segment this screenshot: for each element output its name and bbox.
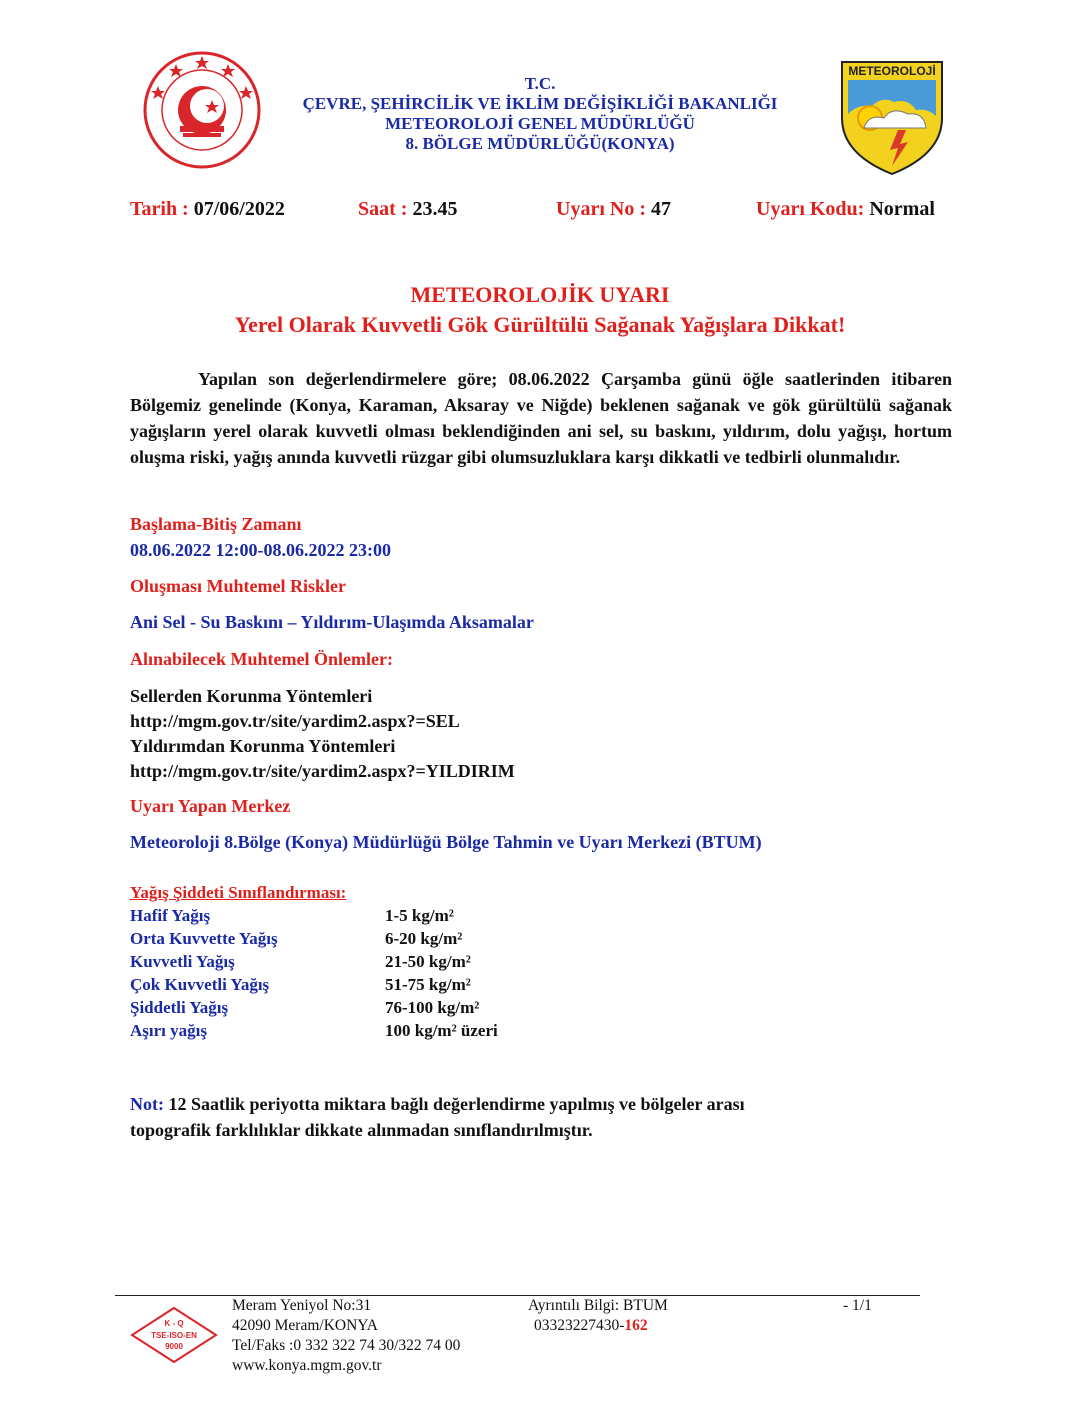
- center-value: Meteoroloji 8.Bölge (Konya) Müdürlüğü Bölge Tahmin ve Uyarı Merkezi (BTUM): [130, 832, 762, 852]
- note-label: Not:: [130, 1094, 164, 1114]
- class-row-name: Kuvvetli Yağış: [130, 952, 235, 971]
- date-value: 07/06/2022: [193, 198, 285, 220]
- warning-code-value: Normal: [869, 198, 935, 220]
- footer-info-phone-line: [528, 1316, 668, 1336]
- svg-text:K - Q: K - Q: [164, 1319, 184, 1328]
- class-row-name: Çok Kuvvetli Yağış: [130, 975, 270, 994]
- warning-code-label: Uyarı Kodu:: [756, 198, 865, 220]
- footer-info-label: Ayrıntılı Bilgi: BTUM: [528, 1297, 668, 1314]
- date-field: [130, 198, 285, 221]
- footer-info: [528, 1296, 668, 1336]
- tse-iso-certification-logo: [130, 1306, 218, 1364]
- organization-header: [0, 74, 1080, 154]
- class-row-value: 51-75 kg/m²: [385, 975, 471, 994]
- warning-body: Yapılan son değerlendirmelere göre; 08.06.2022 Çarşamba günü öğle saatlerinden itibaren Bölgemiz genelinde (Konya, Karaman, Aksaray ve Niğde) beklenen sağanak ve gök gürültülü sağanak yağışların yerel olarak kuvvetli olması beklendiğinden ani sel, su baskını, yıldırım, dolu yağışı, hortum oluşma riski, yağış anında kuvvetli rüzgar gibi olumsuzluklara karşı dikkatli ve tedbirli olunmalıdır.: [130, 369, 952, 467]
- class-row-value: 100 kg/m² üzeri: [385, 1021, 498, 1040]
- note-text1: 12 Saatlik periyotta miktara bağlı değerlendirme yapılmış ve bölgeler arası: [168, 1094, 745, 1114]
- footer-address-line1: Meram Yeniyol No:31: [232, 1297, 372, 1314]
- measures-label: Alınabilecek Muhtemel Önlemler:: [130, 649, 393, 669]
- footer-address-line2: 42090 Meram/KONYA: [232, 1317, 378, 1334]
- warning-no-field: [556, 198, 671, 221]
- class-row-name: Orta Kuvvette Yağış: [130, 929, 278, 948]
- measure1-link[interactable]: http://mgm.gov.tr/site/yardim2.aspx?=SEL: [130, 711, 460, 731]
- risks-value: Ani Sel - Su Baskını – Yıldırım-Ulaşımda Aksamalar: [130, 612, 534, 632]
- class-row-value: 21-50 kg/m²: [385, 952, 471, 971]
- footer-page-number: - 1/1: [843, 1297, 872, 1314]
- measure2-link[interactable]: http://mgm.gov.tr/site/yardim2.aspx?=YILDIRIM: [130, 761, 515, 781]
- warning-code-field: [756, 198, 935, 221]
- class-row-value: 1-5 kg/m²: [385, 906, 454, 925]
- risks-label: Oluşması Muhtemel Riskler: [130, 576, 346, 596]
- measure1-title: Sellerden Korunma Yöntemleri: [130, 686, 373, 706]
- note-line1: [130, 1094, 745, 1115]
- footer-phone: Tel/Faks :0 332 322 74 30/322 74 00: [232, 1337, 461, 1354]
- svg-text:TSE-ISO-EN: TSE-ISO-EN: [151, 1331, 197, 1340]
- warning-subtitle: Yerel Olarak Kuvvetli Gök Gürültülü Sağanak Yağışlara Dikkat!: [234, 312, 846, 337]
- note-line2: topografik farklılıklar dikkate alınmadan sınıflandırılmıştır.: [130, 1120, 593, 1140]
- svg-text:9000: 9000: [165, 1342, 183, 1351]
- header-region: 8. BÖLGE MÜDÜRLÜĞÜ(KONYA): [405, 134, 675, 153]
- warning-no-label: Uyarı No :: [556, 198, 646, 220]
- time-value: 23.45: [412, 198, 458, 220]
- footer-info-ext: 162: [624, 1317, 648, 1334]
- time-label: Saat :: [358, 198, 408, 220]
- header-ministry: ÇEVRE, ŞEHİRCİLİK VE İKLİM DEĞİŞİKLİĞİ BAKANLIĞI: [302, 94, 778, 113]
- class-row-name: Aşırı yağış: [130, 1021, 207, 1040]
- warning-title: METEOROLOJİK UYARI: [410, 282, 670, 307]
- header-tc: T.C.: [524, 74, 556, 93]
- footer-web[interactable]: www.konya.mgm.gov.tr: [232, 1357, 382, 1374]
- class-row-value: 6-20 kg/m²: [385, 929, 463, 948]
- warning-no-value: 47: [650, 198, 671, 220]
- period-label: Başlama-Bitiş Zamanı: [130, 514, 302, 534]
- logo-text: METEOROLOJİ: [848, 64, 936, 78]
- class-row-name: Şiddetli Yağış: [130, 998, 229, 1017]
- header-directorate: METEOROLOJİ GENEL MÜDÜRLÜĞÜ: [385, 114, 695, 133]
- classification-title: Yağış Şiddeti Sınıflandırması:: [130, 883, 347, 902]
- center-label: Uyarı Yapan Merkez: [130, 796, 291, 816]
- period-value: 08.06.2022 12:00-08.06.2022 23:00: [130, 540, 391, 560]
- time-field: [358, 198, 457, 221]
- measure2-title: Yıldırımdan Korunma Yöntemleri: [130, 736, 396, 756]
- class-row-value: 76-100 kg/m²: [385, 998, 480, 1017]
- class-row-name: Hafif Yağış: [130, 906, 211, 925]
- date-label: Tarih :: [130, 198, 189, 220]
- footer-info-phone: 03323227430-: [534, 1317, 625, 1334]
- footer-address: [232, 1296, 460, 1376]
